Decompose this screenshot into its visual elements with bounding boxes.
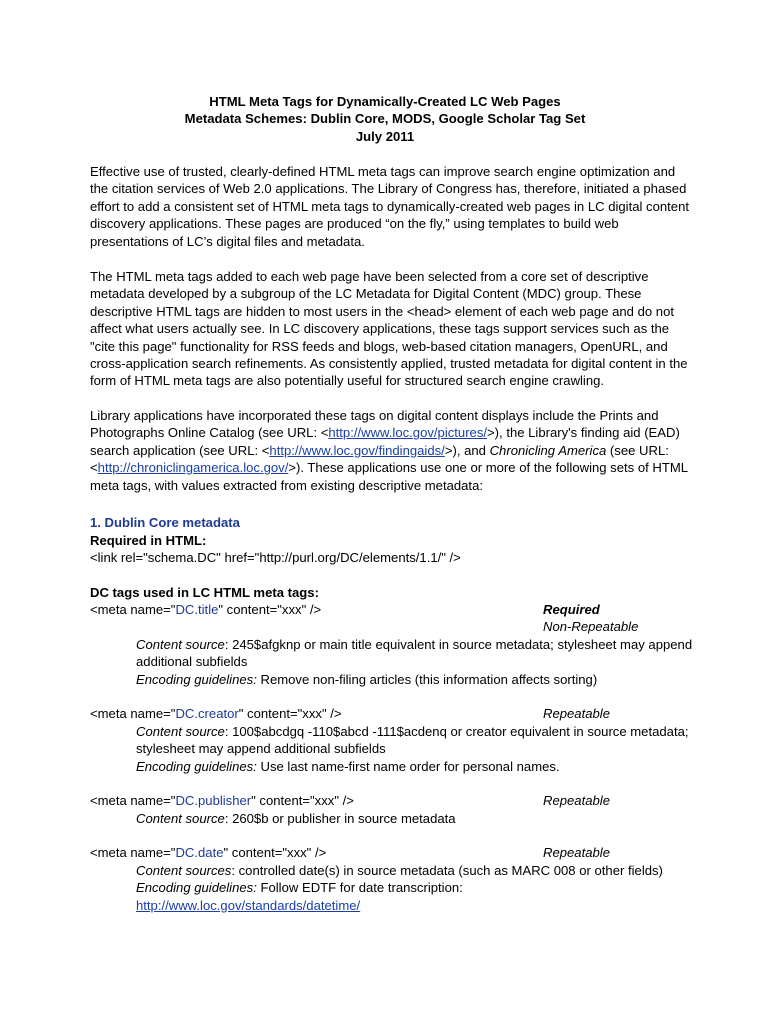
dc-publisher-source: [136, 810, 696, 827]
intro-paragraph-3: [90, 407, 690, 494]
p3-text-b: >), the Library's finding aid (EAD) search application (see URL: <: [90, 425, 680, 458]
content-source-label: Content source: [136, 724, 225, 739]
dc-date-source: [136, 862, 696, 879]
dc-date-name: DC.date: [175, 845, 224, 860]
dc-creator-guidelines: [136, 758, 696, 775]
encoding-guidelines-label: Encoding guidelines:: [136, 880, 257, 895]
meta-suffix: " content="xxx" />: [223, 845, 327, 860]
dc-date-flag: Repeatable: [543, 845, 610, 860]
content-sources-label: Content sources: [136, 863, 232, 878]
dc-creator-source: [136, 723, 696, 758]
encoding-guidelines-label: Encoding guidelines:: [136, 759, 257, 774]
dc-required-label: Required in HTML:: [90, 533, 207, 548]
p3-text-d: (see URL: <: [90, 442, 669, 476]
dc-title-source-text: : 245$afgknp or main title equivalent in source metadata; stylesheet may append additional subfields: [136, 637, 693, 670]
dc-date-source-text: : controlled date(s) in source metadata (such as MARC 008 or other fields): [231, 863, 663, 878]
intro-paragraph-2: The HTML meta tags added to each web page have been selected from a core set of descriptive metadata developed by a subgroup of the LC Metadata for Digital Content (MDC) group. These descriptive HTML tags are hidden to most users in the <head> element of each web page and do not affect what users actually see. In LC discovery applications, these tags support services such as the "cite this page" functionality for RSS feeds and blogs, web-based citation managers, OpenURL, and cross-application search refinements. As consistently applied, trusted metadata for digital content in the form of HTML meta tags are also potentially useful for structured search engine crawling.: [90, 269, 688, 389]
meta-suffix: " content="xxx" />: [238, 706, 342, 721]
intro-paragraph-1: Effective use of trusted, clearly-defined HTML meta tags can improve search engine optimization and the citation services of Web 2.0 applications. The Library of Congress has, therefore, initiated a phased effort to add a consistent set of HTML meta tags to dynamically-created web pages in LC digital content discovery applications. These pages are produced “on the fly,” using templates to build web presentations of LC’s digital files and metadata.: [90, 164, 689, 249]
chronicling-america-title: Chronicling America: [489, 442, 607, 458]
dc-section-heading: 1. Dublin Core metadata: [90, 515, 240, 530]
meta-suffix: " content="xxx" />: [218, 602, 322, 617]
dc-publisher-name: DC.publisher: [175, 793, 252, 808]
meta-suffix: " content="xxx" />: [251, 793, 354, 808]
p3-text-c: >), and: [444, 442, 490, 458]
dc-creator-guidelines-text: Use last name-first name order for personal names.: [256, 759, 560, 774]
meta-prefix: <meta name=": [90, 602, 176, 617]
dc-creator-name: DC.creator: [175, 706, 239, 721]
content-source-label: Content source: [136, 637, 225, 652]
dc-title-name: DC.title: [175, 602, 219, 617]
dc-date-guidelines-text: Follow EDTF for date transcription:: [256, 880, 463, 895]
dc-date-link-row: [136, 897, 696, 914]
dc-title-guidelines-text: Remove non-filing articles (this information affects sorting): [256, 672, 598, 687]
encoding-guidelines-label: Encoding guidelines:: [136, 672, 257, 687]
document-title: HTML Meta Tags for Dynamically-Created LC Web Pages: [209, 94, 561, 109]
document-date: July 2011: [355, 129, 415, 144]
dc-date-guidelines: [136, 879, 696, 896]
dc-title-meta: [90, 601, 690, 618]
dc-title-guidelines: [136, 671, 696, 688]
document-subtitle: Metadata Schemes: Dublin Core, MODS, Google Scholar Tag Set: [184, 111, 586, 126]
pictures-link[interactable]: http://www.loc.gov/pictures/: [328, 425, 488, 441]
findingaids-link[interactable]: http://www.loc.gov/findingaids/: [269, 442, 445, 458]
edtf-link[interactable]: http://www.loc.gov/standards/datetime/: [136, 898, 361, 913]
dc-title-source: [136, 636, 696, 671]
p3-text-a: Library applications have incorporated these tags on digital content displays include the Prints and Photographs Online Catalog (see URL: <: [90, 408, 659, 441]
meta-prefix: <meta name=": [90, 793, 176, 808]
dc-publisher-source-text: : 260$b or publisher in source metadata: [224, 811, 456, 826]
chroniclingamerica-link[interactable]: http://chroniclingamerica.loc.gov/: [97, 460, 289, 476]
dc-creator-flag: Repeatable: [543, 706, 610, 721]
dc-link-rel: <link rel="schema.DC" href="http://purl.org/DC/elements/1.1/" />: [90, 550, 461, 565]
meta-prefix: <meta name=": [90, 845, 176, 860]
meta-prefix: <meta name=": [90, 706, 176, 721]
p3-text-e: >). These applications use one or more of the following sets of HTML meta tags, with values extracted from existing descriptive metadata:: [90, 460, 688, 493]
dc-title-required-flag: Required: [543, 602, 600, 617]
dc-publisher-flag: Repeatable: [543, 793, 610, 808]
content-source-label: Content source: [136, 811, 225, 826]
dc-title-repeat-flag: Non-Repeatable: [543, 619, 639, 634]
dc-creator-source-text: : 100$abcdgq -110$abcd -111$acdenq or creator equivalent in source metadata; stylesheet may append additional subfields: [136, 724, 689, 757]
dc-tags-heading: DC tags used in LC HTML meta tags:: [90, 585, 319, 600]
